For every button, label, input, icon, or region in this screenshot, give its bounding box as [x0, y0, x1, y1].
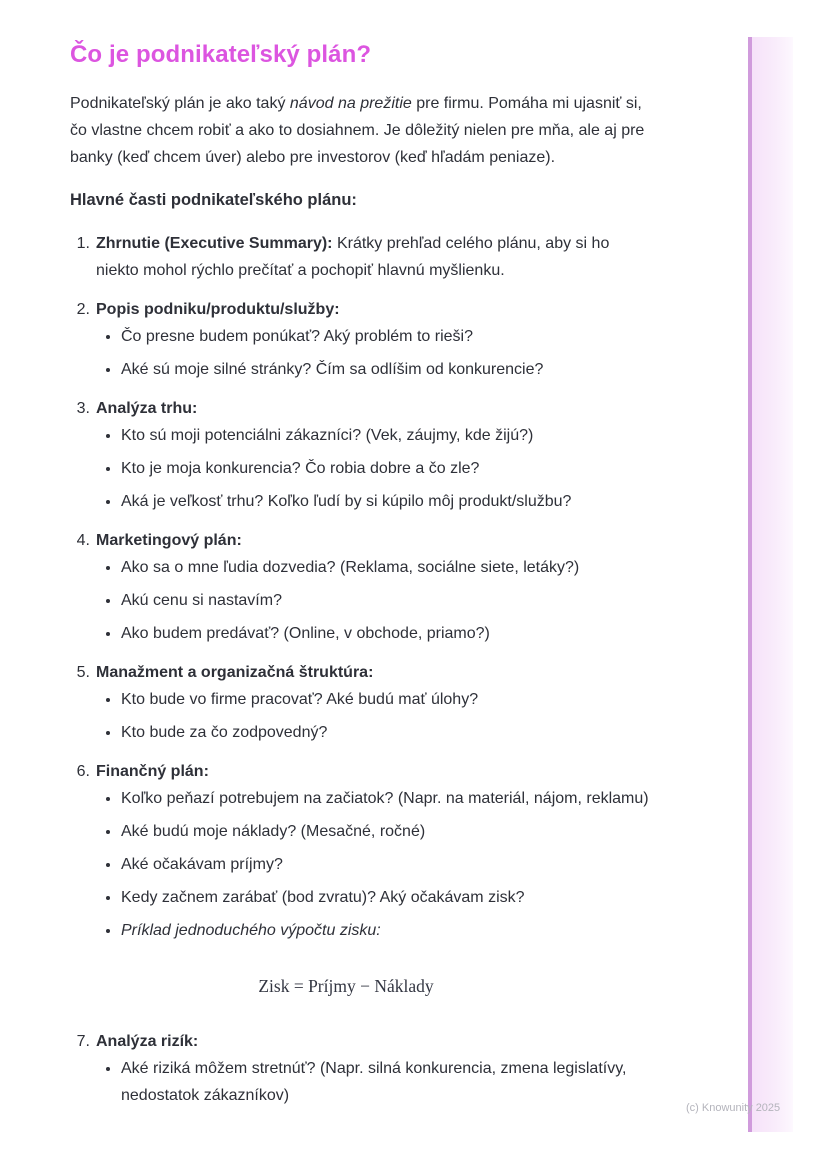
item-number: 5.	[76, 664, 90, 681]
list-item-4	[70, 527, 828, 647]
item-body	[96, 527, 651, 647]
intro-paragraph	[70, 90, 655, 171]
sections-heading: Hlavné časti podnikateľského plánu:	[70, 191, 357, 209]
item-body	[96, 1028, 651, 1109]
item-body	[96, 230, 651, 284]
item-number: 7.	[76, 1033, 90, 1050]
bullet-item: • Aké riziká môžem stretnúť? (Napr. silná konkurencia, zmena legislatívy, nedostatok zákazníkov)	[121, 1055, 651, 1109]
item-title: Finančný plán:	[96, 763, 209, 780]
item-title-line	[96, 758, 651, 785]
bullet-item: • Koľko peňazí potrebujem na začiatok? (Napr. na materiál, nájom, reklamu)	[121, 785, 651, 812]
item-body	[96, 296, 651, 383]
bullet-item: • Ako budem predávať? (Online, v obchode, priamo?)	[121, 620, 651, 647]
intro-text-1: Podnikateľský plán je ako taký	[70, 95, 290, 112]
item-title-line	[96, 1028, 651, 1055]
bullet-list	[96, 686, 651, 746]
bullet-item-example: • Príklad jednoduchého výpočtu zisku:	[121, 917, 651, 944]
item-title: Marketingový plán:	[96, 532, 242, 549]
item-text: Krátky prehľad celého plánu, aby si ho niekto mohol rýchlo prečítať a pochopiť hlavnú myšlienku.	[96, 235, 610, 279]
item-number: 6.	[76, 763, 90, 780]
item-title-line	[96, 395, 651, 422]
bullet-item: • Aké budú moje náklady? (Mesačné, ročné)	[121, 818, 651, 845]
bullet-item: • Aké sú moje silné stránky? Čím sa odlíšim od konkurencie?	[121, 356, 651, 383]
numbered-list	[70, 230, 828, 1109]
item-title-line	[96, 527, 651, 554]
item-body	[96, 395, 651, 515]
item-title: Analýza rizík:	[96, 1033, 199, 1050]
bullet-item: • Kedy začnem zarábať (bod zvratu)? Aký očakávam zisk?	[121, 884, 651, 911]
bullet-item: • Kto sú moji potenciálni zákazníci? (Vek, záujmy, kde žijú?)	[121, 422, 651, 449]
profit-formula: Zisk = Príjmy − Náklady	[258, 976, 434, 996]
item-title: Manažment a organizačná štruktúra:	[96, 664, 374, 681]
bullet-item: • Kto je moja konkurencia? Čo robia dobre a čo zle?	[121, 455, 651, 482]
bullet-list	[96, 554, 651, 647]
bullet-item: • Aké očakávam príjmy?	[121, 851, 651, 878]
list-item-2	[70, 296, 828, 383]
item-title: Analýza trhu:	[96, 400, 198, 417]
copyright-watermark: (c) Knowunity 2025	[686, 1102, 781, 1114]
item-title: Zhrnutie (Executive Summary):	[96, 235, 333, 252]
list-item-7	[70, 1028, 828, 1109]
bullet-item: • Čo presne budem ponúkať? Aký problém to rieši?	[121, 323, 651, 350]
bullet-item: • Kto bude vo firme pracovať? Aké budú mať úlohy?	[121, 686, 651, 713]
item-number: 4.	[76, 532, 90, 549]
item-number: 3.	[76, 400, 90, 417]
list-item-1	[70, 230, 828, 284]
list-item-5	[70, 659, 828, 746]
list-item-6	[70, 758, 828, 1016]
bullet-item: • Aká je veľkosť trhu? Koľko ľudí by si kúpilo môj produkt/službu?	[121, 488, 651, 515]
item-title-line	[96, 230, 651, 284]
intro-text-italic: návod na prežitie	[289, 95, 412, 112]
item-title-line	[96, 659, 651, 686]
bullet-item: • Akú cenu si nastavím?	[121, 587, 651, 614]
bullet-list	[96, 785, 651, 944]
item-number: 1.	[76, 235, 90, 252]
bullet-list	[96, 323, 651, 383]
bullet-item: • Kto bude za čo zodpovedný?	[121, 719, 651, 746]
item-title-line	[96, 296, 651, 323]
bullet-list	[96, 1055, 651, 1109]
intro-text-2: pre firmu. Pomáha mi ujasniť si, čo vlastne chcem robiť a ako to dosiahnem. Je dôležitý nielen pre mňa, ale aj pre banky (keď chcem úver) alebo pre investorov (keď hľadám peniaze).	[70, 95, 645, 166]
bullet-list	[96, 422, 651, 515]
page-title: Čo je podnikateľský plán?	[70, 41, 372, 68]
bullet-item: • Ako sa o mne ľudia dozvedia? (Reklama, sociálne siete, letáky?)	[121, 554, 651, 581]
item-body	[96, 659, 651, 746]
item-title: Popis podniku/produktu/služby:	[96, 301, 340, 318]
list-item-3	[70, 395, 828, 515]
item-number: 2.	[76, 301, 90, 318]
item-body	[96, 758, 651, 1016]
